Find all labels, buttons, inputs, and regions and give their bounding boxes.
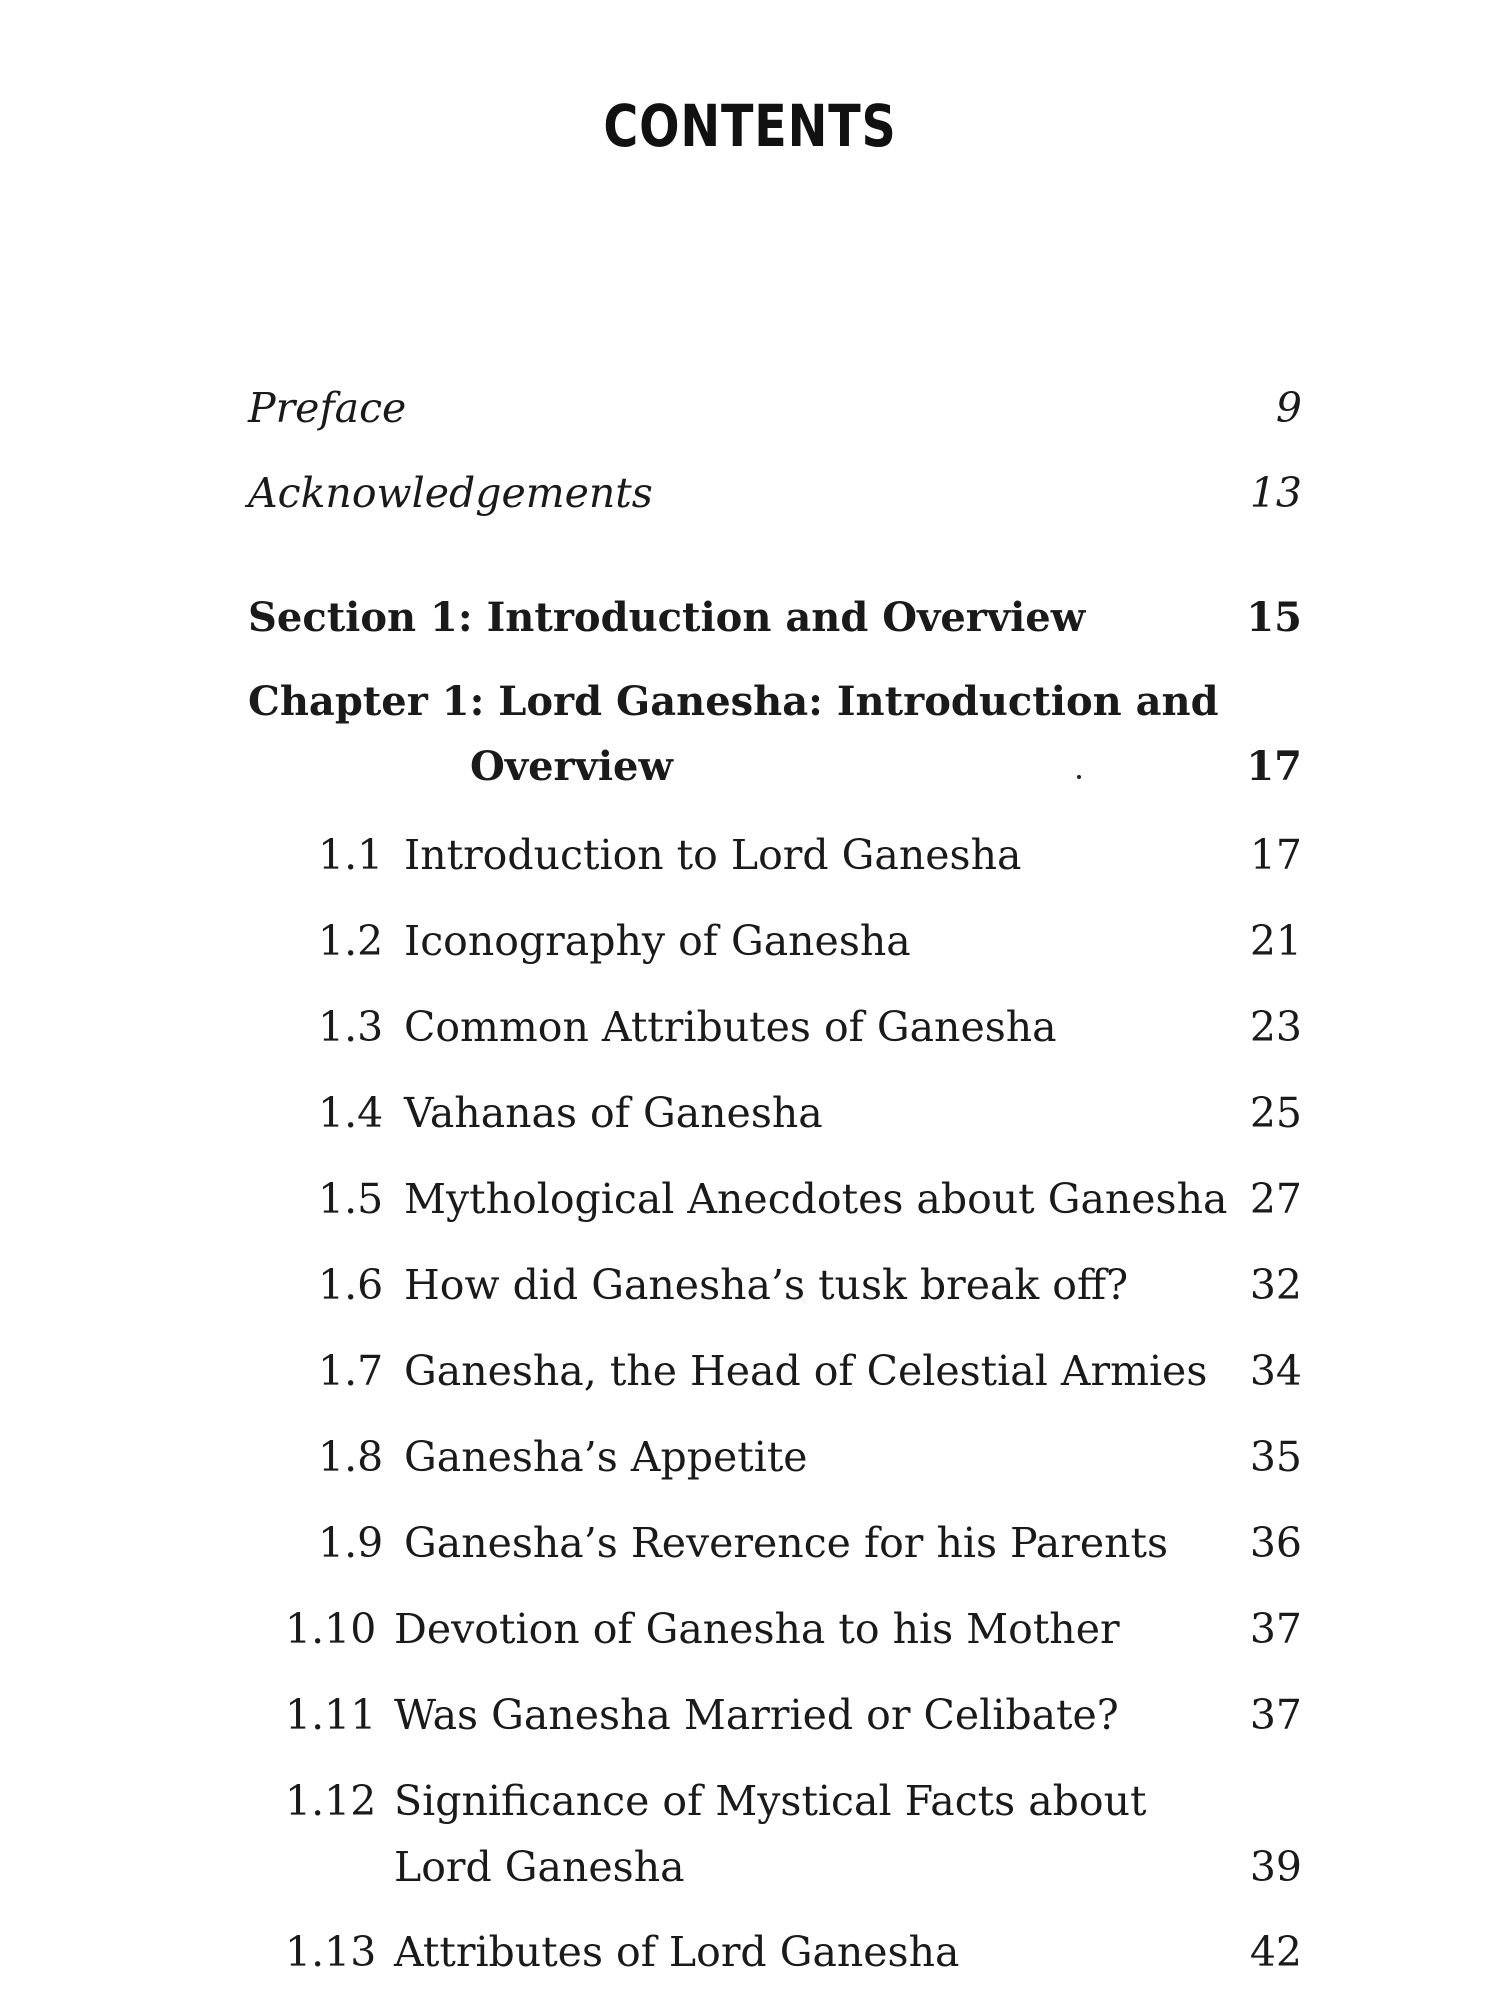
toc-label: Ganesha’s Reverence for his Parents <box>404 1519 1169 1567</box>
toc-label: Attributes of Lord Ganesha <box>394 1928 960 1976</box>
toc-entry[interactable] <box>0 1771 1500 1831</box>
toc-page-number: 32 <box>1249 1261 1302 1309</box>
toc-label: Ganesha’s Appetite <box>404 1433 808 1481</box>
toc-label: Devotion of Ganesha to his Mother <box>394 1605 1120 1653</box>
toc-page-number: 27 <box>1249 1175 1302 1223</box>
toc-label-continued: Lord Ganesha <box>394 1843 685 1891</box>
toc-page-number: 9 <box>1275 384 1302 432</box>
toc-page-number: 17 <box>1246 743 1302 790</box>
toc-page-number: 42 <box>1249 1928 1302 1976</box>
toc-label: Common Attributes of Ganesha <box>404 1003 1057 1051</box>
toc-page-number: 37 <box>1249 1605 1302 1653</box>
toc-entry-preface[interactable] <box>0 378 1500 438</box>
toc-entry[interactable] <box>0 997 1500 1057</box>
toc-entry-number: 1.7 <box>318 1347 384 1395</box>
toc-entry[interactable] <box>0 911 1500 971</box>
toc-entry-number: 1.12 <box>285 1777 377 1825</box>
toc-label: Significance of Mystical Facts about <box>394 1777 1147 1825</box>
toc-page-number: 17 <box>1249 831 1302 879</box>
toc-entry-number: 1.3 <box>318 1003 384 1051</box>
toc-label: Acknowledgements <box>248 469 653 517</box>
toc-entry-number: 1.10 <box>285 1605 377 1653</box>
toc-entry[interactable] <box>0 1255 1500 1315</box>
toc-entry-number: 1.5 <box>318 1175 384 1223</box>
toc-label: Mythological Anecdotes about Ganesha <box>404 1175 1228 1223</box>
toc-entry-number: 1.1 <box>318 831 384 879</box>
toc-label: How did Ganesha’s tusk break off? <box>404 1261 1129 1309</box>
toc-entry[interactable] <box>0 1599 1500 1659</box>
toc-page-number: 39 <box>1249 1843 1302 1891</box>
toc-page-number: 25 <box>1249 1089 1302 1137</box>
toc-label: Was Ganesha Married or Celibate? <box>394 1691 1119 1739</box>
toc-label: Iconography of Ganesha <box>404 917 911 965</box>
toc-entry[interactable] <box>0 1922 1500 1982</box>
toc-label: Preface <box>248 384 407 432</box>
toc-entry-number: 1.8 <box>318 1433 384 1481</box>
toc-label: Section 1: Introduction and Overview <box>248 594 1086 641</box>
toc-page-number: 37 <box>1249 1691 1302 1739</box>
page-title: CONTENTS <box>603 92 897 160</box>
toc-page-number: 13 <box>1249 469 1302 517</box>
toc-entry-number: 1.9 <box>318 1519 384 1567</box>
toc-entry-number: 1.6 <box>318 1261 384 1309</box>
toc-entry[interactable] <box>0 1341 1500 1401</box>
toc-page-number: 36 <box>1249 1519 1302 1567</box>
toc-entry-number: 1.4 <box>318 1089 384 1137</box>
toc-entry-chapter-1[interactable] <box>0 672 1500 732</box>
toc-label-continued: Overview <box>470 743 673 790</box>
toc-page-number: 35 <box>1249 1433 1302 1481</box>
toc-label: Chapter 1: Lord Ganesha: Introduction and <box>248 678 1219 725</box>
toc-label: Vahanas of Ganesha <box>404 1089 823 1137</box>
stray-dot-mark <box>1077 775 1081 779</box>
toc-entry-acknowledgements[interactable] <box>0 463 1500 523</box>
toc-page-number: 15 <box>1246 594 1302 641</box>
toc-entry[interactable] <box>0 1427 1500 1487</box>
toc-entry[interactable] <box>0 1083 1500 1143</box>
toc-entry[interactable] <box>0 1685 1500 1745</box>
toc-entry-number: 1.13 <box>285 1928 377 1976</box>
toc-label: Introduction to Lord Ganesha <box>404 831 1022 879</box>
toc-entry[interactable] <box>0 825 1500 885</box>
toc-page-number: 34 <box>1249 1347 1302 1395</box>
toc-entry-number: 1.11 <box>285 1691 377 1739</box>
toc-page-number: 21 <box>1249 917 1302 965</box>
toc-entry-number: 1.2 <box>318 917 384 965</box>
toc-entry-continued[interactable] <box>0 1837 1500 1897</box>
toc-label: Ganesha, the Head of Celestial Armies <box>404 1347 1208 1395</box>
toc-entry-section-1[interactable] <box>0 588 1500 648</box>
toc-entry[interactable] <box>0 1513 1500 1573</box>
toc-entry-chapter-1-cont[interactable] <box>0 737 1500 797</box>
toc-page-number: 23 <box>1249 1003 1302 1051</box>
toc-entry[interactable] <box>0 1169 1500 1229</box>
